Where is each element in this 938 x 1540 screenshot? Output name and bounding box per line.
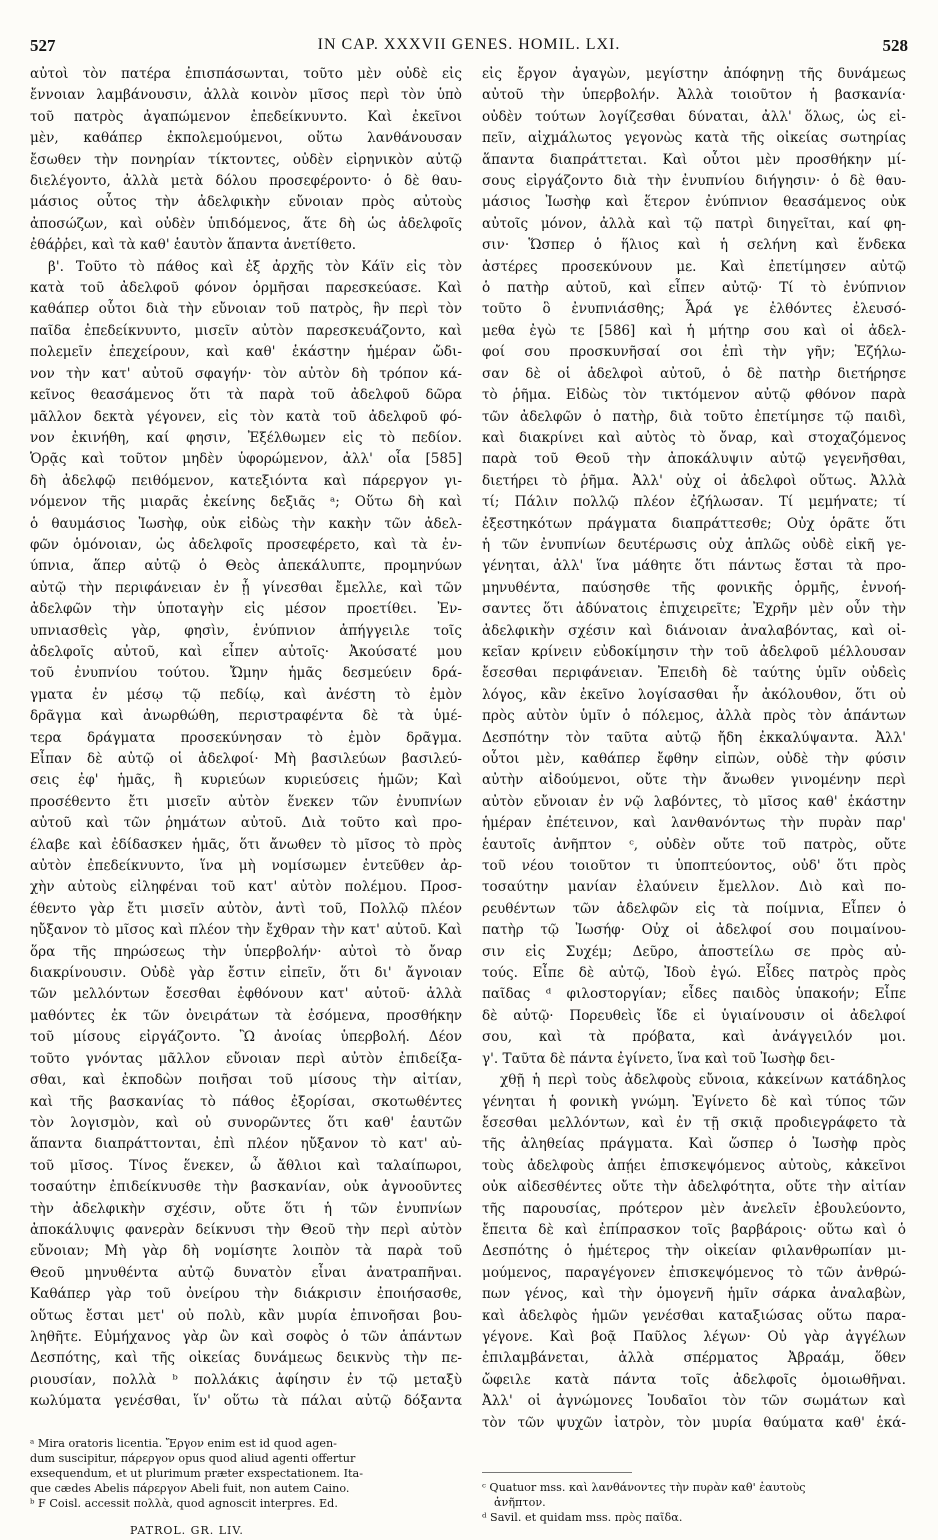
text-line: κεῖαν κρίνειν εὐδοκίμησιν τὴν τοῦ ἀδελφοῦ μέλλουσαν bbox=[482, 643, 906, 660]
text-line: ηὔξανον τὸ μῖσος καὶ πλέον τὴν ἔχθραν τὴν κατ' αὐτοῦ. Καὶ bbox=[30, 922, 462, 939]
text-line: οὐδὲν τούτων λογίζεσθαι δύναται, ἀλλ' ὅλως, ὡς εἰ- bbox=[482, 108, 906, 125]
text-line: πατὴρ τῷ Ἰωσήφ· Οὐχ οἱ ἀδελφοί σου ποιμαίνου- bbox=[482, 922, 906, 939]
text-line: αὐτοὶ τὸν πατέρα ἐπισπάσωνται, τοῦτο μὲν οὐδὲ εἰς bbox=[30, 66, 462, 82]
text-line: μούμενος, παραγέγονεν ἐπισκεψόμενος τὸ τῶν ἀνθρώ- bbox=[482, 1264, 906, 1281]
text-line: ᵇ F Coisl. accessit πολλὰ, quod agnoscit interpres. Ed. bbox=[30, 1497, 338, 1510]
text-line: φῶν ὁμόνοιαν, ὡς ἀδελφοῖς προσεφέρετο, καὶ τὰ ἐν- bbox=[30, 536, 462, 553]
text-line: τί; Πάλιν πολλῷ πλέον ἐζήλωσαν. Τί μεμήνατε; τί bbox=[482, 494, 906, 511]
right-text-column bbox=[482, 64, 906, 1434]
text-line: σαν δὲ οἱ ἀδελφοὶ αὐτοῦ, ὁ δὲ πατὴρ διετήρησε bbox=[482, 365, 906, 382]
text-line: δρᾶγμα καὶ ἀνωρθώθη, περιστραφέντα δὲ τὰ ὑμέ- bbox=[30, 708, 462, 725]
text-line: τὴν ἀδελφικὴν σχέσιν, οὔτε ὅτι ἡ τῶν ἐνυπνίων bbox=[30, 1200, 462, 1217]
text-line: καὶ τῆς βασκανίας τὸ πάθος ἐξορίσαι, σκοτωθέντες bbox=[30, 1093, 462, 1110]
text-line: δὴ ἀδελφῷ πειθόμενον, κατεξιόντα καὶ πάρεργον γι- bbox=[30, 472, 462, 489]
text-line: Ὁρᾷς καὶ τοῦτον μηδὲν ὑφορώμενον, ἀλλ' οἷα [585] bbox=[30, 451, 462, 468]
text-line: φοί σου προσκυνῆσαί σοι ἐπὶ τὴν γῆν; Ἐζήλω- bbox=[482, 344, 906, 361]
text-line: αὐτὴν αἰδούμενοι, οὔτε τὴν ἄνωθεν γινομένην περὶ bbox=[482, 772, 906, 789]
text-line: ἅπαντα διαπράττονται, ἐπὶ πλέον ηὔξανον τὸ κατ' αὐ- bbox=[30, 1136, 462, 1153]
text-line: κωλύματα γενέσθαι, ἵν' οὕτω τὰ πάλαι αὐτῷ δόξαντα bbox=[30, 1393, 462, 1410]
text-line: ἡμέραν ἐπέτεινον, καὶ λανθανόντως τὴν πυρὰν παρ' bbox=[482, 815, 906, 832]
text-line: ὁ πατὴρ αὐτοῦ, καὶ εἶπεν αὐτῷ· Τί τὸ ἐνύπνιον bbox=[482, 280, 906, 297]
text-line: διελέγοντο, ἀλλὰ μετὰ δόλου προσεφέροντο· ὁ δὲ θαυ- bbox=[30, 173, 462, 190]
text-line: ἑαυτοῖς ἀνῆπτον ᶜ, οὐδὲν οὔτε τοῦ πατρὸς, οὔτε bbox=[482, 836, 906, 853]
text-line: ύπνια, ἅπερ αὐτῷ ὁ Θεὸς ἀπεκάλυπτε, προμηνύων bbox=[30, 558, 462, 575]
text-line: ἀστέρες προσεκύνουν με. Καὶ ἐπετίμησεν αὐτῷ bbox=[482, 258, 906, 275]
text-line: πρὸς αὐτὸν ὑμῖν ὁ πόλεμος, ἀλλὰ πρὸς τὸν ἁπάντων bbox=[482, 708, 906, 725]
text-line: μαθόντες ἐκ τῶν ὀνειράτων τὰ ἐσόμενα, προσθήκην bbox=[30, 1007, 462, 1024]
text-line: ᶜ Quatuor mss. καὶ λανθάνοντες τὴν πυρὰν καθ' ἑαυτοὺς bbox=[482, 1481, 806, 1494]
text-line: τοῦ μῖσος. Τίνος ἕνεκεν, ὦ ἄθλιοι καὶ ταλαίπωροι, bbox=[30, 1157, 462, 1174]
text-line: παῖδας ᵈ φιλοστοργίαν; εἶδες παιδὸς ὑπακοήν; Εἶπε bbox=[482, 986, 906, 1003]
text-line: μάσιος οὗτος τὴν ἀδελφικὴν εὔνοιαν πρὸς αὐτοὺς bbox=[30, 194, 462, 211]
text-line: ἡ τῶν ἐνυπνίων δευτέρωσις οὐχ ἁπλῶς οὐδὲ εἰκῆ γε- bbox=[482, 536, 906, 553]
text-line: εὔνοιαν; Μὴ γὰρ δὴ νομίσητε λοιπὸν τὰ παρὰ τοῦ bbox=[30, 1243, 462, 1260]
text-line: ἀδελφοῖς αὐτοῦ, καὶ εἶπεν αὐτοῖς· Ἀκούσατέ μου bbox=[30, 643, 462, 660]
text-line: σιν εἰς Συχέμ; Δεῦρο, ἀποστείλω σε πρὸς αὐ- bbox=[482, 943, 906, 960]
text-line: αὐτῷ τὴν περιφάνειαν ἐν ᾗ γίνεσθαι ἔμελλε, καὶ τῶν bbox=[30, 579, 462, 596]
text-line: σιν· Ὥσπερ ὁ ἥλιος καὶ ἡ σελήνη καὶ ἕνδεκα bbox=[482, 237, 906, 254]
text-line: ἔσωθεν τὴν πονηρίαν τίκτοντες, οὐδὲν εἰρηνικὸν αὐτῷ bbox=[30, 151, 462, 168]
text-line: que cædes Abelis πάρεργον Abeli fuit, non autem Caino. bbox=[30, 1482, 350, 1495]
text-line: ἔσεσθαι περιφάνειαν. Ἐπειδὴ δὲ ταύτης ὑμῖν οὐδεὶς bbox=[482, 665, 906, 682]
text-line: έλαβε καὶ ἐδίδασκεν ἡμᾶς, ὅτι ἄνωθεν τὸ μῖσος τὸ πρὸς bbox=[30, 836, 462, 853]
text-line: γέγονε. Καὶ βοᾷ Παῦλος λέγων· Οὐ γὰρ ἀγγέλων bbox=[482, 1328, 906, 1345]
text-line: σου, καὶ τὰ πρόβατα, καὶ ἀνάγγειλόν μοι. bbox=[482, 1029, 906, 1046]
text-line: κεῖνος θεασάμενος ὅτι τὰ παρὰ τοῦ ἀδελφοῦ δῶρα bbox=[30, 387, 462, 404]
text-line: τοῦ νέου τοιοῦτον τι ὑποπτεύοντος, οὐδ' ὅτι πρὸς bbox=[482, 858, 906, 875]
text-line: Θεοῦ μηνυθέντα αὐτῷ δυνατὸν εἶναι ἀνατραπῆναι. bbox=[30, 1264, 462, 1281]
text-line: αὐτὸν εὔνοιαν ἐν νῷ λαβόντες, τὸ μῖσος καθ' ἑκάστην bbox=[482, 793, 906, 810]
text-line: Εἶπαν δὲ αὐτῷ οἱ ἀδελφοί· Μὴ βασιλεύων βασιλεύ- bbox=[30, 751, 462, 767]
text-line: exsequendum, et ut plurimum præter exspectationem. Ita- bbox=[30, 1467, 364, 1480]
text-line: γένηται, ἀλλ' ἵνα μάθητε ὅτι πάντως ἔσται τὰ προ- bbox=[482, 558, 906, 575]
text-line: τοὺς ἀδελφοὺς ἀπῄει ἐπισκεψόμενος αὐτοὺς, κἀκεῖνοι bbox=[482, 1157, 906, 1174]
footnote-rule bbox=[482, 1472, 632, 1473]
text-line: τῆς ἀληθείας πράγματα. Καὶ ὥσπερ ὁ Ἰωσὴφ πρὸς bbox=[482, 1136, 906, 1153]
text-line: ἔσεσθαι μελλόντων, καὶ ἐν τῇ σκιᾷ προδιεγράφετο τὰ bbox=[482, 1114, 906, 1131]
text-line: ἀδελφῶν τὴν ὑποταγὴν εἰς μέσον προετίθει. Ἐν- bbox=[30, 601, 462, 618]
text-line: ἀποκάλυψις φανερὰν δείκνυσι τὴν Θεοῦ τὴν περὶ αὐτὸν bbox=[30, 1221, 462, 1238]
text-line: νόμενον τῆς μιαρᾶς ἐκείνης δεξιᾶς ᵃ; Οὕτω δὴ καὶ bbox=[30, 494, 462, 511]
text-line: μάσιος Ἰωσὴφ καὶ ἕτερον ἐνύπνιον θεασάμενος οὐκ bbox=[482, 194, 906, 211]
text-line: έθεντο γὰρ ἔτι μισεῖν αὐτὸν, ἀντὶ τοῦ, Πολλῷ πλέον bbox=[30, 900, 462, 917]
text-line: αὐτὸν ἐπεδείκνυντο, ἵνα μὴ νομίσωμεν ἐντεῦθεν ἀρ- bbox=[30, 858, 462, 875]
text-line: υπνιασθεὶς γὰρ, φησὶν, ἐνύπνιον ἀπήγγειλε τοῖς bbox=[30, 622, 462, 639]
text-line: καὶ ἀδελφὸς ἡμῶν γενέσθαι καταξιώσας οὕτω παρα- bbox=[482, 1307, 906, 1324]
text-line: ἀνῆπτον. bbox=[494, 1496, 546, 1509]
text-line: σεις ἐφ' ἡμᾶς, ἢ κυριεύων κυριεύσεις ἡμῶν; Καὶ bbox=[30, 772, 462, 789]
text-line: εἰς ἔργον ἀγαγὼν, μεγίστην ἀπόφηνῃ τῆς δυνάμεως bbox=[482, 66, 906, 82]
text-line: πεῖν, αἰχμάλωτος γεγονὼς κατὰ τῆς οἰκείας σωτηρίας bbox=[482, 130, 906, 147]
text-line: ἅπαντα διαπράττεται. Καὶ οὗτοι μὲν προσθήκην μί- bbox=[482, 151, 906, 168]
text-line: ριουσίαν, πολλὰ ᵇ πολλάκις ἀφίησιν ἐν τῷ μεταξὺ bbox=[30, 1371, 462, 1388]
text-line: ἔννοιαν λαμβάνουσιν, ἀλλὰ κοινὸν μῖσος περὶ τὸν ὑπὸ bbox=[30, 87, 462, 104]
text-line: Καθάπερ γὰρ τοῦ ὀνείρου τὴν διάκρισιν ἐποιήσασθε, bbox=[30, 1286, 462, 1303]
text-line: τερα δράγματα προσεκύνησαν τὸ ἐμὸν δρᾶγμα. bbox=[30, 729, 462, 746]
page-number-left: 527 bbox=[30, 36, 56, 55]
text-line: ᵃ Mira oratoris licentia. Ἔργον enim est id quod agen- bbox=[30, 1437, 337, 1450]
text-line: δὲ αὐτῷ· Πορευθεὶς ἴδε εἰ ὑγιαίνουσιν οἱ ἀδελφοί bbox=[482, 1007, 906, 1024]
text-line: ἐθάῤῥει, καὶ τὰ καθ' ἑαυτὸν ἅπαντα ἀνετίθετο. bbox=[30, 237, 357, 254]
text-line: μηνυθέντα, παύσησθε τῆς φονικῆς ὁρμῆς, ἐννοή- bbox=[482, 579, 906, 596]
text-line: τῶν ἀδελφῶν ὁ πατὴρ, διὰ τοῦτο ἐπετίμησε τῷ παιδὶ, bbox=[482, 408, 906, 425]
text-line: ἐξεστηκότων πράγματα διαπράττεσθε; Οὐχ ὁρᾶτε ὅτι bbox=[482, 515, 906, 532]
text-line: ὁ θαυμάσιος Ἰωσὴφ, οὐκ εἰδὼς τὴν κακὴν τῶν ἀδελ- bbox=[30, 515, 462, 532]
text-line: τοῦ ἐνυπνίου τούτου. Ὤμην ἡμᾶς δεσμεύειν δρά- bbox=[30, 665, 462, 682]
footer-signature: PATROL. GR. LIV. bbox=[130, 1524, 244, 1537]
text-line: διακρίνουσιν. Οὐδὲ γὰρ ἔστιν εἰπεῖν, ὅτι δι' ἄγνοιαν bbox=[30, 965, 462, 982]
text-line: ὤφειλε κατὰ πάντα τοῖς ἀδελφοῖς ὁμοιωθῆναι. bbox=[482, 1371, 906, 1388]
text-line: β'. Τοῦτο τὸ πάθος καὶ ἐξ ἀρχῆς τὸν Κάϊν εἰς τὸν bbox=[48, 258, 462, 275]
text-line: οὗτοι μὲν, καθάπερ ἔφθην εἰπὼν, οὐδὲ τὴν φύσιν bbox=[482, 751, 906, 767]
text-line: τῶν μελλόντων ἔσεσθαι ἐφθόνουν κατ' αὐτοῦ· ἀλλὰ bbox=[30, 986, 462, 1003]
text-line: μεθα ἐγὼ τε [586] καὶ ἡ μήτηρ σου καὶ οἱ ἀδελ- bbox=[482, 322, 906, 339]
page-number-right: 528 bbox=[882, 36, 908, 55]
text-line: τῆς παρουσίας, πρότερον μὲν ἀνελεῖν ἐβουλεύοντο, bbox=[482, 1200, 906, 1217]
text-line: ᵈ Savil. et quidam mss. πρὸς παῖδα. bbox=[482, 1511, 683, 1524]
text-line: μᾶλλον δεκτὰ γέγονεν, εἰς τὸν κατὰ τοῦ ἀδελφοῦ φό- bbox=[30, 408, 462, 425]
text-line: ἀποσώζων, καὶ οὐδὲν ὑπιδόμενος, ἅτε δὴ ὡς ἀδελφοῖς bbox=[30, 215, 462, 232]
text-line: τὸν τῶν ψυχῶν ἰατρὸν, τὸν μυρία θαύματα καθ' ἑκά- bbox=[482, 1414, 906, 1431]
text-line: Δεσπότην τὸν ταῦτα αὐτῷ ἤδη ἐκκαλύψαντα. Ἀλλ' bbox=[482, 729, 906, 746]
text-line: οὐκ αἰδεσθέντες οὔτε τὴν ἀδελφότητα, οὔτε τὴν αἰτίαν bbox=[482, 1179, 906, 1196]
text-line: κατὰ τοῦ ἀδελφοῦ φόνον ὁρμῆσαι παρεσκεύασε. Καὶ bbox=[30, 280, 462, 297]
text-line: γματα ἐν μέσῳ τῷ πεδίῳ, καὶ ἀνέστη τὸ ἐμὸν bbox=[30, 686, 462, 703]
text-line: ἐπιλαμβάνεται, ἀλλὰ σπέρματος Ἀβραάμ, ὅθεν bbox=[482, 1350, 906, 1367]
text-line: νον ἐκινήθη, καί φησιν, Ἐξέλθωμεν εἰς τὸ πεδίον. bbox=[30, 429, 462, 446]
text-line: τούς. Εἶπε δὲ αὐτῷ, Ἰδοὺ ἐγώ. Εἶδες πατρὸς πρὸς bbox=[482, 965, 906, 982]
text-line: τὸν λογισμὸν, καὶ οὐ συνορῶντες ὅτι καθ' ἑαυτῶν bbox=[30, 1114, 462, 1131]
text-line: λόγος, κἂν ἐκεῖνο λογίσασθαι ἦν ἀκόλουθον, ὅτι οὐ bbox=[482, 686, 906, 703]
running-title: IN CAP. XXXVII GENES. HOMIL. LXI. bbox=[317, 36, 621, 53]
text-line: καθάπερ οὗτοι διὰ τὴν εὔνοιαν τοῦ πατρὸς, ἣν περὶ τὸν bbox=[30, 301, 462, 318]
footnotes-right bbox=[482, 1480, 906, 1525]
text-line: Ἀλλ' οἱ ἀγνώμονες Ἰουδαῖοι τὸν τῶν σωμάτων καὶ bbox=[482, 1393, 906, 1410]
text-line: αὐτοῦ καὶ τῶν ῥημάτων αὐτοῦ. Διὰ τοῦτο καὶ προ- bbox=[30, 815, 462, 832]
text-line: πολεμεῖν ἐπεχείρουν, καὶ καθ' ἑκάστην ἡμέραν ὤδι- bbox=[30, 344, 462, 361]
text-line: αὐτοῖς μόνον, ἀλλὰ καὶ τῷ πατρὶ διηγεῖται, καί φη- bbox=[482, 215, 906, 232]
text-line: πων γένος, καὶ τὴν ὁμογενῆ ἡμῖν σάρκα ἀναλαβὼν, bbox=[482, 1286, 906, 1303]
text-line: τοῦ πατρὸς ἀγαπώμενον ἐπεδείκνυντο. Καὶ ἐκεῖνοι bbox=[30, 108, 462, 125]
text-line: τοσαύτην μανίαν ἐλαύνειν ἔμελλον. Διὸ καὶ πο- bbox=[482, 879, 906, 896]
text-line: Δεσπότης ὁ ἡμέτερος τὴν οἰκείαν φιλανθρωπίαν μι- bbox=[482, 1243, 906, 1260]
text-line: χθῇ ἡ περὶ τοὺς ἀδελφοὺς εὔνοια, κἀκείνων κατάδηλος bbox=[500, 1072, 906, 1089]
text-line: ἔπειτα δὲ καὶ ἐπίπρασκον τοῖς βαρβάροις· οὕτω καὶ ὁ bbox=[482, 1221, 906, 1238]
text-line: οὕτως ἔσται μετ' οὐ πολὺ, κἂν μυρία ἐπινοῆσαι βου- bbox=[30, 1307, 462, 1324]
text-line: γένηται ἡ φονικὴ γνώμη. Ἐγίνετο δὲ καὶ τύπος τῶν bbox=[482, 1093, 906, 1110]
text-line: ὅρα τῆς πηρώσεως τὴν ὑπερβολήν· αὐτοὶ τὸ ὄναρ bbox=[30, 943, 462, 960]
text-line: γ'. Ταῦτα δὲ πάντα ἐγίνετο, ἵνα καὶ τοῦ Ἰωσὴφ δει- bbox=[482, 1050, 835, 1067]
text-line: Δεσπότης, καὶ τῆς οἰκείας δυνάμεως δεικνὺς τὴν πε- bbox=[30, 1350, 462, 1367]
text-line: καὶ διακρίνει καὶ αὐτὸς τὸ ὄναρ, καὶ στοχαζόμενος bbox=[482, 429, 906, 446]
text-line: προσέθεντο ἔτι μισεῖν αὐτὸν ἕνεκεν τῶν ἐνυπνίων bbox=[30, 793, 462, 810]
text-line: τοῦτο γνόντας μᾶλλον εὔνοιαν περὶ αὐτὸν ἐπιδείξα- bbox=[30, 1050, 462, 1067]
text-line: παρὰ τοῦ Θεοῦ τὴν ἀποκάλυψιν αὐτῷ γεγενῆσθαι, bbox=[482, 451, 906, 468]
text-line: ρευθέντων τῶν ἀδελφῶν εἰς τὰ ποίμνια, Εἶπεν ὁ bbox=[482, 900, 906, 917]
text-line: ληθῆτε. Εὐμήχανος γὰρ ὢν καὶ σοφὸς ὁ τῶν ἁπάντων bbox=[30, 1328, 462, 1345]
text-line: μὲν, καθάπερ ἐκπολεμούμενοι, οὕτω λανθάνουσαν bbox=[30, 130, 462, 147]
text-line: ἀδελφικὴν σχέσιν καὶ διάνοιαν ἀναλαβόντας, καὶ οἰ- bbox=[482, 622, 906, 639]
text-line: σους εἰργάζοντο διὰ τὴν ἐνυπνίου διήγησιν· ὁ δὲ θαυ- bbox=[482, 173, 906, 190]
text-line: διετήρει τὸ ῥῆμα. Ἀλλ' οὐχ οἱ ἀδελφοὶ οὕτως. Ἀλλὰ bbox=[482, 472, 906, 489]
left-text-column bbox=[30, 64, 462, 1413]
text-line: dum suscipitur, πάρεργον opus quod aliud agenti offertur bbox=[30, 1452, 356, 1465]
footnotes-left bbox=[30, 1436, 462, 1511]
text-line: παῖδα ἐπεδείκνυντο, μισεῖν αὐτὸν παρεσκευάζοντο, καὶ bbox=[30, 322, 462, 339]
text-line: τοῦτο ὃ ἐνυπνιάσθης; Ἆρά γε ἐλθόντες ἐλευσό- bbox=[482, 301, 906, 318]
text-line: τὸ ῥῆμα. Εἰδὼς τὸν τικτόμενον αὐτῷ φθόνον παρὰ bbox=[482, 387, 906, 404]
page-header bbox=[30, 36, 908, 60]
text-line: αὐτοῦ τὴν ὑπερβολήν. Ἀλλὰ τοιοῦτον ἡ βασκανία· bbox=[482, 87, 906, 104]
text-line: νον τὴν κατ' αὐτοῦ σφαγήν· τὸν αὐτὸν δὴ τρόπον κά- bbox=[30, 365, 462, 382]
text-line: χὴν αὐτοὺς εἰληφέναι τοῦ κατ' αὐτὸν πολέμου. Προσ- bbox=[30, 879, 462, 896]
text-line: τοῦ μίσους εἰργάζοντο. Ὢ ἀνοίας ὑπερβολή. Δέον bbox=[30, 1029, 462, 1046]
text-line: τοσαύτην ἐπιδείκνυσθε τὴν βασκανίαν, οὐκ ἀγνοοῦντες bbox=[30, 1179, 462, 1196]
text-line: σθαι, καὶ ἐκποδὼν ποιῆσαι τοῦ μίσους τὴν αἰτίαν, bbox=[30, 1072, 462, 1089]
text-line: σαντες ὅτι ἀδύνατοις ἐπιχειρεῖτε; Ἐχρῆν μὲν οὖν τὴν bbox=[482, 601, 906, 618]
